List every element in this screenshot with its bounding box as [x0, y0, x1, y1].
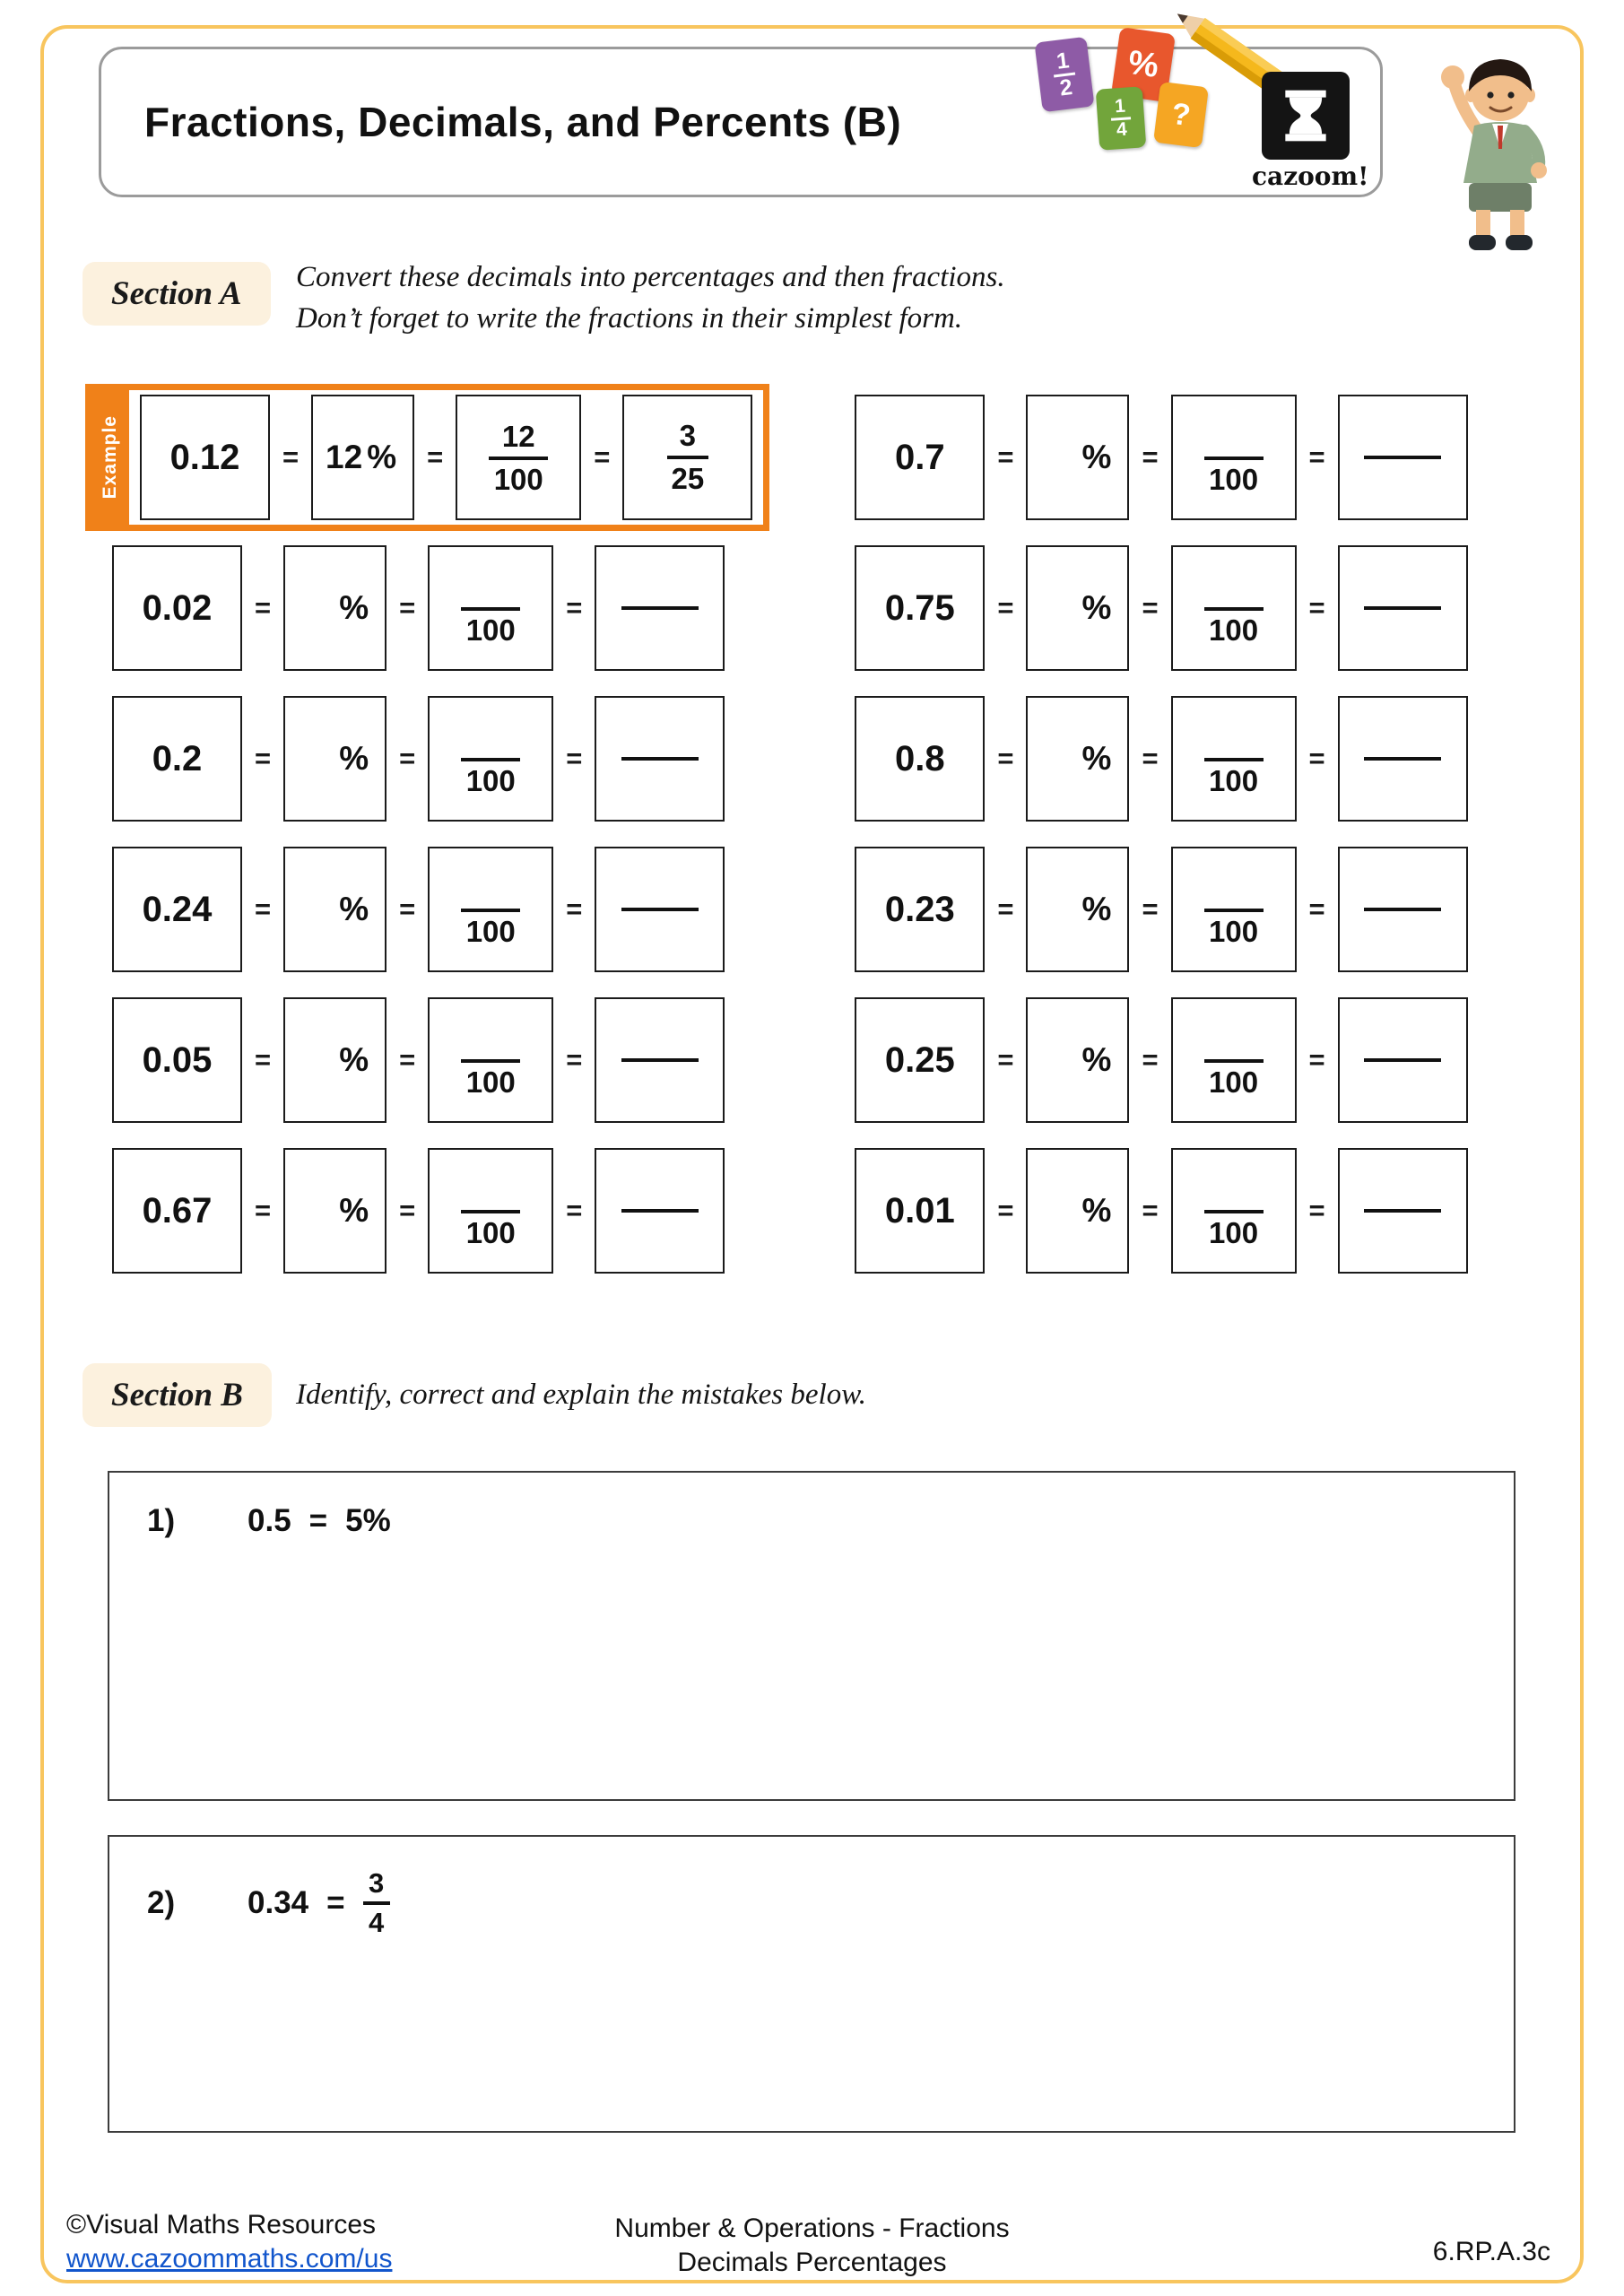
decimal-box: 0.24	[112, 847, 242, 972]
simplest-fraction-box	[1338, 545, 1468, 671]
hundredths-fraction-box: 100	[1171, 847, 1297, 972]
equals-sign: =	[997, 893, 1014, 925]
section-a-right-column	[855, 382, 1467, 1286]
equals-sign: =	[255, 592, 272, 623]
hundredths-fraction-box: 100	[1171, 545, 1297, 671]
decimal-box: 0.23	[855, 847, 985, 972]
equals-sign: =	[1142, 1044, 1159, 1075]
example-tab	[91, 390, 129, 525]
percent-sign: %	[367, 439, 397, 475]
footer-topic-line1: Number & Operations - Fractions	[614, 2213, 1010, 2243]
equals-sign: =	[399, 1044, 416, 1075]
percent-sign: %	[1081, 589, 1112, 626]
equals-sign: =	[566, 893, 583, 925]
example-tab-label: Example	[100, 415, 120, 500]
decimal-box: 0.8	[855, 696, 985, 822]
simplest-fraction-box	[595, 847, 725, 972]
hundredths-fraction-box: 100	[428, 545, 553, 671]
section-a-label: Section A	[83, 262, 271, 326]
footer-center	[0, 2212, 1624, 2279]
equals-sign: =	[399, 592, 416, 623]
simplest-fraction-box	[595, 997, 725, 1123]
example-fraction-box: $\frac{12}{100}$	[456, 395, 581, 520]
percent-answer-box	[1026, 1148, 1129, 1274]
decimal-box: 0.02	[112, 545, 242, 671]
hundredths-fraction-box: 100	[428, 847, 553, 972]
section-b-problem1-box	[108, 1471, 1515, 1801]
equals-sign: =	[1142, 592, 1159, 623]
simplest-fraction-box	[595, 1148, 725, 1274]
answer-blank-line	[1364, 606, 1441, 610]
hundredths-fraction-box: 100	[428, 1148, 553, 1274]
hundredths-fraction-box: 100	[1171, 696, 1297, 822]
hundredths-fraction-box: 100	[1171, 395, 1297, 520]
simplest-fraction-box	[1338, 1148, 1468, 1274]
equals-sign: =	[308, 1503, 328, 1538]
decimal-box: 0.7	[855, 395, 985, 520]
answer-blank-line	[621, 606, 699, 610]
problem-row	[855, 1135, 1467, 1286]
cazoom-logo-mark	[1262, 72, 1350, 160]
equals-sign: =	[997, 441, 1014, 473]
equals-sign: =	[566, 1044, 583, 1075]
percent-sign: %	[339, 1192, 369, 1229]
hundredths-fraction-box: 100	[428, 997, 553, 1123]
section-a-left-rows	[85, 533, 769, 1286]
page-title: Fractions, Decimals, and Percents (B)	[144, 99, 902, 145]
equals-sign: =	[1308, 893, 1325, 925]
hundredths-fraction-box: 100	[428, 696, 553, 822]
problem-row	[85, 683, 769, 834]
section-a-grid	[85, 382, 1468, 1286]
cazoom-logo-text: cazoom!	[1252, 161, 1369, 191]
equals-sign: =	[1142, 1195, 1159, 1226]
section-b-label: Section B	[83, 1363, 272, 1427]
percent-sign: %	[1081, 1192, 1112, 1229]
equals-sign: =	[1308, 1195, 1325, 1226]
section-a-right-rows	[855, 382, 1467, 1286]
problem2-fraction: $\frac{3}{4}$	[363, 1867, 390, 1939]
simplest-fraction-box	[595, 545, 725, 671]
answer-blank-line	[621, 1058, 699, 1062]
section-a-left-column	[85, 382, 769, 1286]
equals-sign: =	[399, 743, 416, 774]
section-a-instruction-line2: Don’t forget to write the fractions in their simplest form.	[296, 302, 963, 335]
percent-sign: %	[339, 740, 369, 777]
equals-sign: =	[1308, 441, 1325, 473]
percent-answer-box	[1026, 696, 1129, 822]
equals-sign: =	[997, 743, 1014, 774]
decimal-box: 0.05	[112, 997, 242, 1123]
answer-blank-line	[1364, 1058, 1441, 1062]
percent-answer-box	[1026, 997, 1129, 1123]
equals-sign: =	[566, 592, 583, 623]
equals-sign: =	[326, 1885, 345, 1920]
equals-sign: =	[282, 441, 300, 473]
equals-sign: =	[1142, 893, 1159, 925]
percent-sign: %	[339, 589, 369, 626]
answer-blank-line	[621, 757, 699, 761]
question-card-icon: ?	[1153, 82, 1209, 148]
answer-blank-line	[1364, 757, 1441, 761]
simplest-fraction-box	[1338, 696, 1468, 822]
percent-answer-box	[1026, 395, 1129, 520]
simplest-fraction-box	[1338, 395, 1468, 520]
section-a-instructions	[296, 257, 1005, 339]
equals-sign: =	[1142, 743, 1159, 774]
decimal-box: 0.75	[855, 545, 985, 671]
equals-sign: =	[255, 1195, 272, 1226]
percent-sign: %	[339, 1041, 369, 1078]
equals-sign: =	[427, 441, 444, 473]
percent-answer-box	[283, 1148, 386, 1274]
section-b-instruction: Identify, correct and explain the mistakes below.	[296, 1378, 867, 1411]
cazoom-website-link[interactable]: www.cazoommaths.com/us	[66, 2243, 393, 2274]
problem-row	[855, 834, 1467, 985]
simplest-fraction-box	[1338, 997, 1468, 1123]
hundredths-fraction-box: 100	[1171, 997, 1297, 1123]
decimal-box: 0.01	[855, 1148, 985, 1274]
equals-sign: =	[399, 1195, 416, 1226]
equals-sign: =	[1142, 441, 1159, 473]
example-percent-box: 12 %	[311, 395, 414, 520]
decimal-box: 0.25	[855, 997, 985, 1123]
problem1-number: 1)	[147, 1503, 176, 1538]
hundredths-fraction-box: 100	[1171, 1148, 1297, 1274]
problem-row	[855, 533, 1467, 683]
equals-sign: =	[255, 1044, 272, 1075]
equals-sign: =	[255, 893, 272, 925]
answer-blank-line	[1364, 456, 1441, 459]
equals-sign: =	[997, 592, 1014, 623]
equals-sign: =	[566, 1195, 583, 1226]
equals-sign: =	[594, 441, 611, 473]
hourglass-icon	[1275, 85, 1336, 146]
fraction-half-card-icon: $\frac{1}{2}$	[1034, 37, 1094, 112]
percent-sign: %	[1081, 439, 1112, 475]
example-frame	[85, 384, 769, 531]
percent-card-icon: %	[1111, 27, 1176, 102]
percent-sign: %	[1081, 740, 1112, 777]
percent-sign: %	[1081, 891, 1112, 927]
equals-sign: =	[1308, 743, 1325, 774]
simplest-fraction-box	[1338, 847, 1468, 972]
problem-row	[855, 985, 1467, 1135]
percent-answer-box	[1026, 545, 1129, 671]
example-decimal-box: 0.12	[140, 395, 270, 520]
boy-character-illustration	[1419, 47, 1580, 266]
problem2-number: 2)	[147, 1885, 176, 1920]
standard-code: 6.RP.A.3c	[1432, 2237, 1550, 2266]
equals-sign: =	[997, 1195, 1014, 1226]
percent-answer-box	[283, 545, 386, 671]
problem2-statement: 2) 0.34 = $\frac{3}{4}$	[109, 1837, 1514, 1939]
footer-copyright: ©Visual Maths Resources	[66, 2210, 377, 2239]
percent-sign: %	[339, 891, 369, 927]
percent-sign: %	[1081, 1041, 1112, 1078]
answer-blank-line	[1364, 908, 1441, 911]
example-simplest-fraction-box: $\frac{3}{25}$	[622, 395, 752, 520]
cazoom-logo	[1252, 72, 1369, 191]
problem-row	[855, 683, 1467, 834]
footer-topic-line2: Decimals Percentages	[677, 2247, 947, 2277]
answer-blank-line	[621, 1209, 699, 1213]
equals-sign: =	[399, 893, 416, 925]
equals-sign: =	[255, 743, 272, 774]
simplest-fraction-box	[595, 696, 725, 822]
percent-answer-box	[283, 696, 386, 822]
answer-blank-line	[1364, 1209, 1441, 1213]
problem-row	[855, 382, 1467, 533]
equals-sign: =	[997, 1044, 1014, 1075]
equals-sign: =	[1308, 592, 1325, 623]
problem-row	[85, 1135, 769, 1286]
section-a-instruction-line1: Convert these decimals into percentages and then fractions.	[296, 261, 1005, 293]
problem-row	[85, 985, 769, 1135]
percent-answer-box	[1026, 847, 1129, 972]
decimal-box: 0.2	[112, 696, 242, 822]
equals-sign: =	[566, 743, 583, 774]
percent-answer-box	[283, 997, 386, 1123]
decimal-box: 0.67	[112, 1148, 242, 1274]
problem-row	[85, 834, 769, 985]
answer-blank-line	[621, 908, 699, 911]
equals-sign: =	[1308, 1044, 1325, 1075]
problem1-statement: 1) 0.5 = 5%	[147, 1503, 391, 1538]
percent-answer-box	[283, 847, 386, 972]
section-b-problem2-box	[108, 1835, 1515, 2133]
fraction-quarter-card-icon: $\frac{1}{4}$	[1096, 86, 1147, 150]
problem-row	[85, 533, 769, 683]
